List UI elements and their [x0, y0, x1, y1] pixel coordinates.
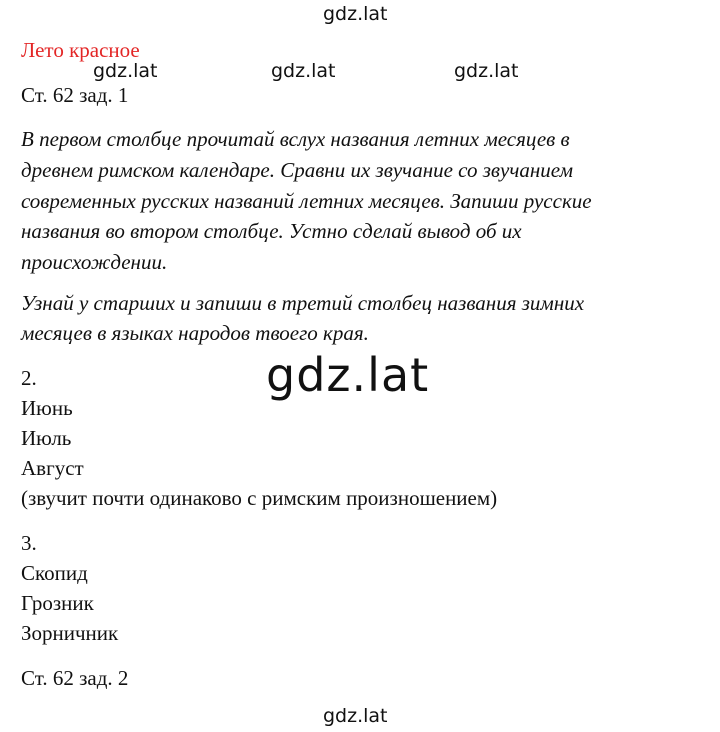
watermark-center: gdz.lat: [271, 60, 336, 82]
answer-item: Июнь: [21, 396, 73, 420]
watermark-large: gdz.lat: [266, 348, 430, 402]
answer-item: Зорничник: [21, 621, 119, 645]
watermark-bottom: gdz.lat: [323, 705, 388, 727]
task-text-line: В первом столбце прочитай вслух названия летних месяцев в: [21, 127, 570, 151]
watermark-top: gdz.lat: [323, 3, 388, 25]
answer-number: 2.: [21, 366, 37, 390]
task-text-line: названия во втором столбце. Устно сделай вывод об их: [21, 219, 522, 243]
task-text-line: месяцев в языках народов твоего края.: [21, 321, 369, 345]
answer-item: Июль: [21, 426, 72, 450]
watermark-right: gdz.lat: [454, 60, 519, 82]
watermark-left: gdz.lat: [93, 60, 158, 82]
task-text-line: происхождении.: [21, 250, 168, 274]
answer-item: Грозник: [21, 591, 94, 615]
page-title: Лето красное: [21, 38, 140, 62]
task-text-line: древнем римском календаре. Сравни их звучание со звучанием: [21, 158, 573, 182]
exercise-heading-1: Ст. 62 зад. 1: [21, 83, 129, 107]
task-text-line: современных русских названий летних месяцев. Запиши русские: [21, 189, 592, 213]
task-text-line: Узнай у старших и запиши в третий столбец названия зимних: [21, 291, 585, 315]
exercise-heading-2: Ст. 62 зад. 2: [21, 666, 129, 690]
answer-item: Август: [21, 456, 84, 480]
answer-item: Скопид: [21, 561, 88, 585]
answer-note: (звучит почти одинаково с римским произношением): [21, 486, 498, 510]
answer-number: 3.: [21, 531, 37, 555]
